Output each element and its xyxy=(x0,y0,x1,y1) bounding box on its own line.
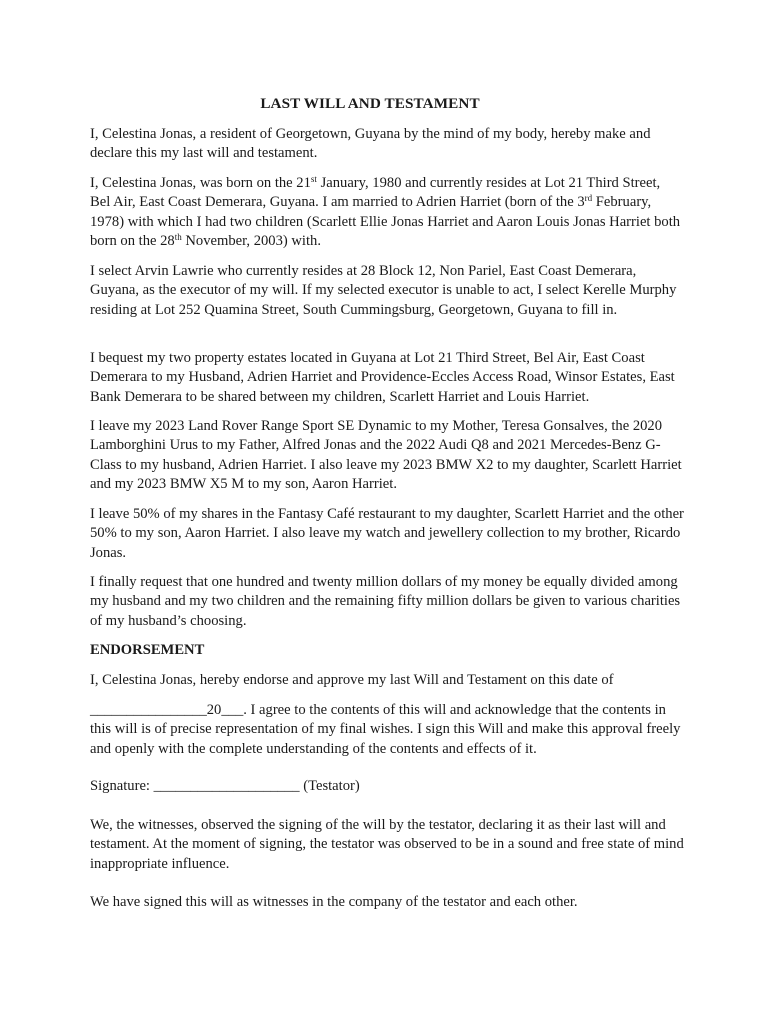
p2-text-d: November, 2003) with. xyxy=(181,233,321,250)
document-title: LAST WILL AND TESTAMENT xyxy=(260,95,480,112)
paragraph-endorsement-intro: I, Celestina Jonas, hereby endorse and approve my last Will and Testament on this date of xyxy=(90,672,614,688)
p2-text-a: I, Celestina Jonas, was born on the 21 xyxy=(90,175,311,191)
p2-text-c: February, 1978) with which I had two children (Scarlett Ellie Jonas Harriet and Aaron Louis Jonas Harriet both born on the 28 xyxy=(90,194,681,250)
paragraph-declaration: I, Celestina Jonas, a resident of Georgetown, Guyana by the mind of my body, hereby make and declare this my last will and testament. xyxy=(90,126,651,162)
paragraph-executor: I select Arvin Lawrie who currently resides at 28 Block 12, Non Pariel, East Coast Demerara, Guyana, as the executor of my will. If my selected executor is unable to act, I select Kerelle Murphy residing at Lot 252 Quamina Street, South Cummingsburg, Georgetown, Guyana to fill in. xyxy=(90,263,677,318)
signature-line: Signature: ____________________ (Testator) xyxy=(90,778,360,794)
paragraph-birth-and-family xyxy=(90,174,684,252)
p2-sup-c: th xyxy=(174,232,182,243)
paragraph-shares: I leave 50% of my shares in the Fantasy Café restaurant to my daughter, Scarlett Harriet and the other 50% to my son, Aaron Harriet. I also leave my watch and jewellery collection to my brother, Ricardo Jonas. xyxy=(90,506,684,561)
paragraph-witness-signing: We have signed this will as witnesses in the company of the testator and each other. xyxy=(90,894,578,910)
p2-sup-b: rd xyxy=(584,193,593,204)
endorsement-heading: ENDORSEMENT xyxy=(90,642,205,658)
paragraph-money: I finally request that one hundred and twenty million dollars of my money be equally divided among my husband and my two children and the remaining fifty million dollars be given to various charities of my husband’s choosing. xyxy=(90,574,681,629)
paragraph-property-estates: I bequest my two property estates located in Guyana at Lot 21 Third Street, Bel Air, East Coast Demerara to my Husband, Adrien Harriet and Providence-Eccles Access Road, Winsor Estates, East Bank Demerara to be shared between my children, Scarlett Harriet and Louis Harriet. xyxy=(90,350,675,405)
paragraph-vehicles: I leave my 2023 Land Rover Range Sport SE Dynamic to my Mother, Teresa Gonsalves, the 2020 Lamborghini Urus to my Father, Alfred Jonas and the 2022 Audi Q8 and 2021 Mercedes-Benz G-Class to my husband, Adrien Harriet. I also leave my 2023 BMW X2 to my daughter, Scarlett Harriet and my 2023 BMW X5 M to my son, Aaron Harriet. xyxy=(90,418,682,493)
p2-sup-a: st xyxy=(310,174,317,184)
paragraph-witness-statement: We, the witnesses, observed the signing of the will by the testator, declaring it as their last will and testament. At the moment of signing, the testator was observed to be in a sound and free state of mind inappropriate influence. xyxy=(90,817,684,872)
p2-text-b: January, 1980 and currently resides at Lot 21 Third Street, Bel Air, East Coast Demerara, Guyana. I am married to Adrien Harriet (born of the 3 xyxy=(90,175,661,211)
paragraph-endorsement-date: ________________20___. I agree to the contents of this will and acknowledge that the contents in this will is of precise representation of my final wishes. I sign this Will and make this approval freely and openly with the complete understanding of the contents and effects of it. xyxy=(90,702,681,757)
